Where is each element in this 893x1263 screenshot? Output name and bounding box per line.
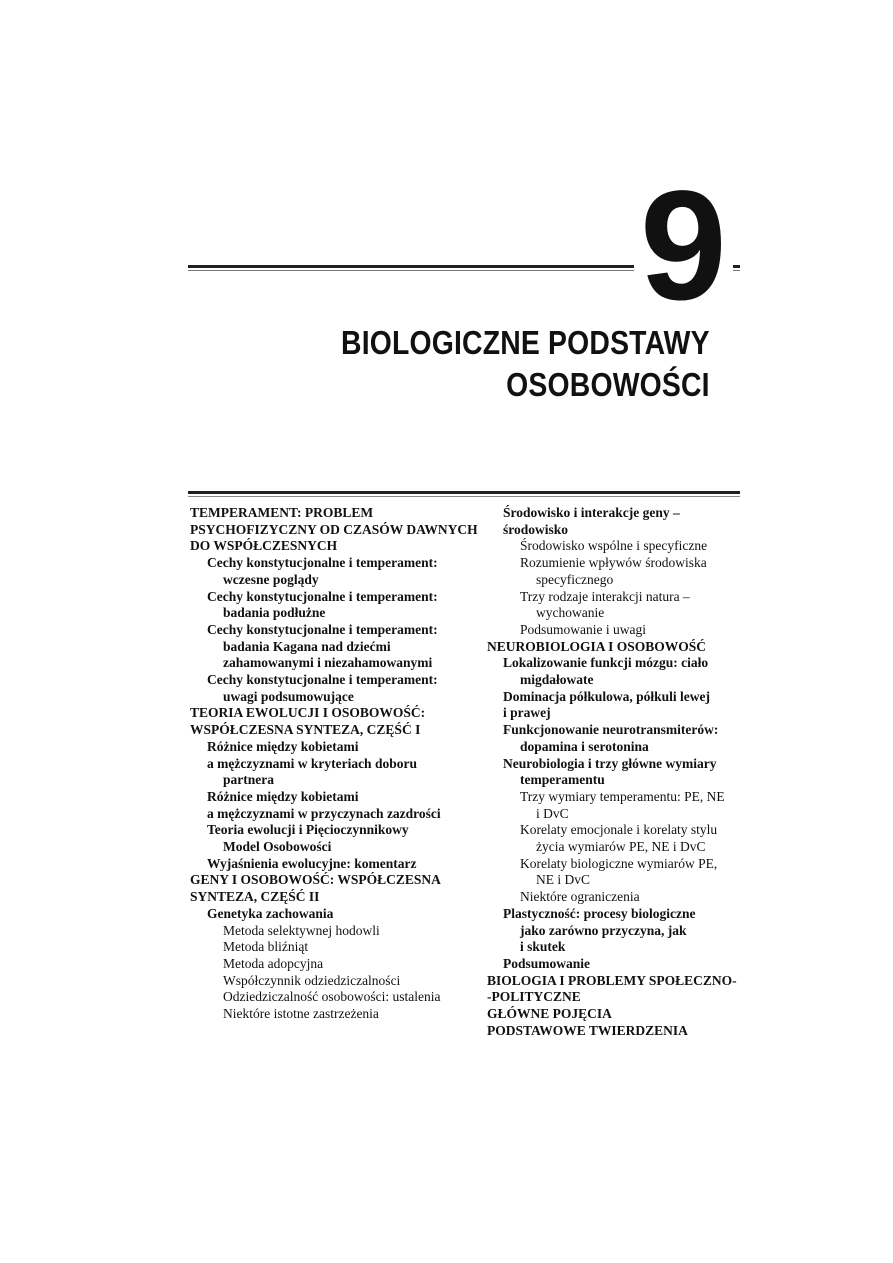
toc-entry: BIOLOGIA I PROBLEMY SPOŁECZNO-: [487, 972, 737, 988]
toc-entry: dopamina i serotonina: [520, 738, 649, 754]
toc-entry: Lokalizowanie funkcji mózgu: ciało: [503, 655, 709, 671]
toc-entry: Neurobiologia i trzy główne wymiary: [503, 755, 717, 771]
toc-entry: Różnice między kobietami: [207, 738, 359, 754]
toc-entry: PSYCHOFIZYCZNY OD CZASÓW DAWNYCH: [190, 521, 478, 537]
toc-entry: NE i DvC: [536, 872, 590, 888]
toc-entry: Dominacja półkulowa, półkuli lewej: [503, 688, 711, 704]
toc-entry: Teoria ewolucji i Pięcioczynnikowy: [207, 822, 409, 838]
chapter-number: 9: [634, 168, 733, 324]
toc-entry: Cechy konstytucjonalne i temperament:: [207, 621, 438, 637]
toc-entry: wychowanie: [536, 605, 605, 621]
toc-entry: Odziedziczalność osobowości: ustalenia: [223, 989, 441, 1005]
toc-entry: WSPÓŁCZESNA SYNTEZA, CZĘŚĆ I: [190, 722, 421, 738]
chapter-title-line: OSOBOWOŚCI: [506, 366, 710, 403]
toc-entry: -POLITYCZNE: [487, 989, 581, 1005]
toc-right-column: [487, 505, 757, 1040]
toc-entry: a mężczyznami w przyczynach zazdrości: [207, 805, 441, 821]
toc-entry: jako zarówno przyczyna, jak: [520, 922, 687, 938]
toc-entry: i DvC: [536, 805, 569, 821]
toc-entry: Trzy wymiary temperamentu: PE, NE: [520, 788, 725, 804]
toc-entry: Plastyczność: procesy biologiczne: [503, 905, 696, 921]
toc-entry: Niektóre istotne zastrzeżenia: [223, 1006, 379, 1022]
toc-left-column: [190, 505, 480, 1023]
toc-entry: a mężczyznami w kryteriach doboru: [207, 755, 417, 771]
toc-entry: badania podłużne: [223, 605, 326, 621]
toc-entry: Podsumowanie i uwagi: [520, 621, 646, 637]
toc-entry: GŁÓWNE POJĘCIA: [487, 1006, 612, 1022]
toc-rule: [188, 491, 740, 494]
toc-entry: i prawej: [503, 705, 551, 721]
toc-entry: Korelaty biologiczne wymiarów PE,: [520, 855, 718, 871]
toc-entry: temperamentu: [520, 772, 605, 788]
toc-entry: Funkcjonowanie neurotransmiterów:: [503, 722, 719, 738]
toc-entry: badania Kagana nad dziećmi: [223, 638, 391, 654]
toc-entry: i skutek: [520, 939, 566, 955]
toc-entry: migdałowate: [520, 672, 594, 688]
toc-entry: SYNTEZA, CZĘŚĆ II: [190, 889, 320, 905]
toc-entry: Rozumienie wpływów środowiska: [520, 555, 707, 571]
toc-entry: Genetyka zachowania: [207, 905, 334, 921]
toc-entry: Cechy konstytucjonalne i temperament:: [207, 588, 438, 604]
toc-entry: specyficznego: [536, 571, 614, 587]
toc-entry: uwagi podsumowujące: [223, 688, 354, 704]
toc-entry: Środowisko wspólne i specyficzne: [520, 538, 708, 554]
toc-entry: TEORIA EWOLUCJI I OSOBOWOŚĆ:: [190, 705, 426, 721]
toc-entry: Cechy konstytucjonalne i temperament:: [207, 555, 438, 571]
toc-entry: DO WSPÓŁCZESNYCH: [190, 538, 338, 554]
toc-entry: Trzy rodzaje interakcji natura –: [520, 588, 690, 604]
toc-entry: NEUROBIOLOGIA I OSOBOWOŚĆ: [487, 638, 707, 654]
toc-entry: Metoda selektywnej hodowli: [223, 922, 380, 938]
toc-entry: Współczynnik odziedziczalności: [223, 972, 401, 988]
toc-entry: Cechy konstytucjonalne i temperament:: [207, 672, 438, 688]
toc-entry: partnera: [223, 772, 274, 788]
toc-entry: Wyjaśnienia ewolucyjne: komentarz: [207, 855, 417, 871]
toc-entry: zahamowanymi i niezahamowanymi: [223, 655, 433, 671]
toc-entry: Niektóre ograniczenia: [520, 889, 640, 905]
toc-entry: Podsumowanie: [503, 955, 591, 971]
toc-rule-thin: [188, 496, 740, 497]
toc-entry: wczesne poglądy: [223, 571, 319, 587]
toc-entry: Model Osobowości: [223, 839, 332, 855]
toc-entry: Korelaty emocjonale i korelaty stylu: [520, 822, 718, 838]
chapter-title: [341, 322, 710, 406]
chapter-title-line: BIOLOGICZNE PODSTAWY: [341, 324, 710, 361]
toc-entry: Metoda adopcyjna: [223, 955, 324, 971]
toc-entry: życia wymiarów PE, NE i DvC: [536, 839, 706, 855]
toc-entry: Metoda bliźniąt: [223, 939, 309, 955]
toc-entry: Różnice między kobietami: [207, 788, 359, 804]
toc-entry: Środowisko i interakcje geny –: [503, 505, 680, 520]
toc-entry: środowisko: [503, 521, 569, 537]
toc-entry: GENY I OSOBOWOŚĆ: WSPÓŁCZESNA: [190, 872, 441, 888]
toc-entry: TEMPERAMENT: PROBLEM: [190, 505, 374, 520]
toc-entry: PODSTAWOWE TWIERDZENIA: [487, 1022, 688, 1038]
